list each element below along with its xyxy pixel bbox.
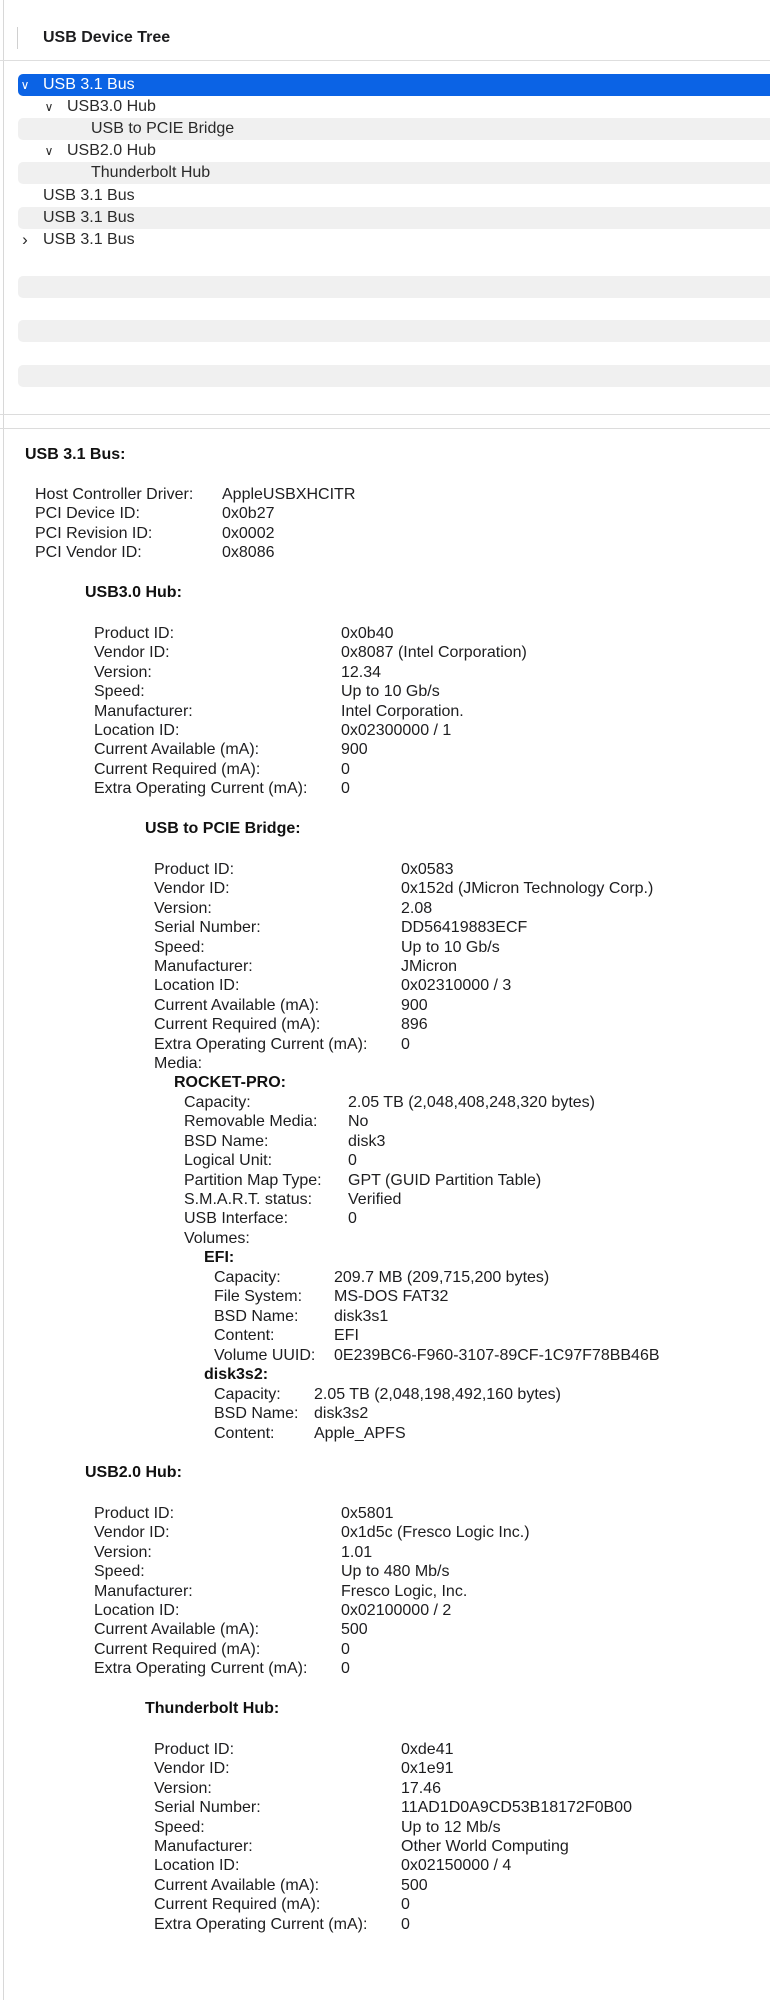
window-left-border <box>3 0 4 2000</box>
bus-key: PCI Device ID: <box>35 505 140 523</box>
thunderbolt-hub-value: 17.46 <box>401 1779 442 1797</box>
disk3s2-volume-key: Content: <box>214 1424 275 1442</box>
volumes-label: Volumes: <box>184 1230 250 1247</box>
disk3s2-volume-value: Apple_APFS <box>314 1424 406 1442</box>
usb20-hub-value: 0x1d5c (Fresco Logic Inc.) <box>341 1524 530 1542</box>
usb30-hub-title: USB3.0 Hub: <box>85 584 182 601</box>
tree-row-usb31-bus-2[interactable] <box>18 185 770 207</box>
tree-row-label: USB 3.1 Bus <box>43 231 135 248</box>
usb20-hub-key: Speed: <box>94 1563 145 1581</box>
usb20-hub-key: Current Available (mA): <box>94 1621 260 1639</box>
thunderbolt-hub-key: Extra Operating Current (mA): <box>154 1915 368 1933</box>
pcie-bridge-key: Version: <box>154 899 212 917</box>
tree-row-label: USB to PCIE Bridge <box>91 120 235 137</box>
pcie-bridge-key: Vendor ID: <box>154 880 230 898</box>
rocket-pro-value: 0 <box>348 1152 357 1170</box>
bus-value: 0x0b27 <box>222 505 275 523</box>
usb30-hub-value: Up to 10 Gb/s <box>341 683 440 701</box>
thunderbolt-hub-value: 11AD1D0A9CD53B18172F0B00 <box>401 1799 632 1817</box>
usb30-hub-value: 900 <box>341 741 368 759</box>
thunderbolt-hub-key: Vendor ID: <box>154 1760 230 1778</box>
rocket-pro-value: 0 <box>348 1210 357 1228</box>
pcie-bridge-key: Serial Number: <box>154 919 261 937</box>
usb30-hub-value: 0 <box>341 780 350 798</box>
disk3s2-volume-key: BSD Name: <box>214 1405 299 1423</box>
efi-volume-value: MS-DOS FAT32 <box>334 1288 449 1306</box>
empty-tree-row <box>18 276 770 298</box>
efi-volume-key: Volume UUID: <box>214 1346 316 1364</box>
chevron-right-icon[interactable]: › <box>22 230 28 249</box>
efi-volume-key: Capacity: <box>214 1269 281 1286</box>
thunderbolt-hub-value: 0x02150000 / 4 <box>401 1857 512 1875</box>
empty-tree-row <box>18 320 770 342</box>
tree-row-label: USB 3.1 Bus <box>43 76 135 93</box>
efi-volume-title: EFI: <box>204 1249 235 1266</box>
thunderbolt-hub-value: 0 <box>401 1896 410 1914</box>
usb20-hub-key: Current Required (mA): <box>94 1640 261 1658</box>
rocket-pro-value: GPT (GUID Partition Table) <box>348 1171 542 1189</box>
tree-row-usb30-hub[interactable] <box>18 96 770 118</box>
usb30-hub-key: Extra Operating Current (mA): <box>94 780 308 798</box>
usb30-hub-value: 12.34 <box>341 663 382 681</box>
rocket-pro-key: BSD Name: <box>184 1132 269 1150</box>
pcie-bridge-value: Up to 10 Gb/s <box>401 938 500 956</box>
usb30-hub-key: Speed: <box>94 683 145 701</box>
usb30-hub-key: Location ID: <box>94 722 180 739</box>
tree-row-usb20-hub[interactable] <box>18 140 770 162</box>
usb30-hub-key: Current Available (mA): <box>94 741 260 759</box>
tree-row-label: USB2.0 Hub <box>67 142 156 159</box>
pcie-bridge-key: Extra Operating Current (mA): <box>154 1035 368 1053</box>
bus-title: USB 3.1 Bus: <box>25 446 126 463</box>
tree-row-label: USB 3.1 Bus <box>43 187 135 204</box>
pcie-bridge-value: 0 <box>401 1035 410 1053</box>
usb30-hub-key: Manufacturer: <box>94 702 193 720</box>
bus-value: 0x0002 <box>222 524 275 542</box>
tree-row-usb31-bus-4[interactable] <box>18 229 770 251</box>
chevron-down-icon[interactable]: ∨ <box>20 78 30 92</box>
disk3s2-volume-value: 2.05 TB (2,048,198,492,160 bytes) <box>314 1386 561 1403</box>
rocket-pro-key: Capacity: <box>184 1094 251 1111</box>
pcie-bridge-value: 896 <box>401 1016 428 1034</box>
thunderbolt-hub-key: Product ID: <box>154 1741 235 1758</box>
thunderbolt-hub-value: 0xde41 <box>401 1741 454 1758</box>
thunderbolt-hub-key: Current Required (mA): <box>154 1896 321 1914</box>
usb20-hub-key: Manufacturer: <box>94 1582 193 1600</box>
efi-volume-key: Content: <box>214 1327 275 1345</box>
thunderbolt-hub-value: 500 <box>401 1876 428 1894</box>
pcie-bridge-value: 0x152d (JMicron Technology Corp.) <box>401 880 654 898</box>
usb30-hub-value: Intel Corporation. <box>341 702 464 720</box>
tree-row-label: USB3.0 Hub <box>67 98 156 115</box>
usb20-hub-key: Location ID: <box>94 1602 180 1619</box>
rocket-pro-value: No <box>348 1113 369 1131</box>
rocket-pro-value: 2.05 TB (2,048,408,248,320 bytes) <box>348 1094 595 1111</box>
pcie-bridge-value: 0x0583 <box>401 861 454 878</box>
tree-row-usb31-bus-3[interactable] <box>18 207 770 229</box>
thunderbolt-hub-key: Serial Number: <box>154 1799 261 1817</box>
thunderbolt-hub-value: 0x1e91 <box>401 1760 454 1778</box>
tree-row-label: USB 3.1 Bus <box>43 209 135 226</box>
rocket-pro-value: disk3 <box>348 1132 386 1150</box>
usb20-hub-value: 500 <box>341 1621 368 1639</box>
bus-value: 0x8086 <box>222 544 275 562</box>
pcie-bridge-key: Speed: <box>154 938 205 956</box>
pcie-bridge-value: DD56419883ECF <box>401 919 528 937</box>
pcie-bridge-value: 2.08 <box>401 899 433 917</box>
disk3s2-volume-key: Capacity: <box>214 1386 281 1403</box>
efi-volume-value: 209.7 MB (209,715,200 bytes) <box>334 1269 550 1286</box>
rocket-pro-key: Partition Map Type: <box>184 1171 322 1189</box>
bus-key: PCI Revision ID: <box>35 524 153 542</box>
usb30-hub-key: Version: <box>94 663 152 681</box>
pane-divider-inner <box>0 428 770 429</box>
usb30-hub-key: Vendor ID: <box>94 644 170 662</box>
thunderbolt-hub-value: 0 <box>401 1915 410 1933</box>
pcie-bridge-key: Current Available (mA): <box>154 996 320 1014</box>
usb20-hub-value: 0x5801 <box>341 1505 394 1522</box>
thunderbolt-hub-value: Up to 12 Mb/s <box>401 1818 501 1836</box>
tree-row-usb31-bus[interactable] <box>18 74 770 96</box>
thunderbolt-hub-key: Speed: <box>154 1818 205 1836</box>
pcie-bridge-value: 900 <box>401 996 428 1014</box>
pcie-bridge-value: JMicron <box>401 958 458 975</box>
usb20-hub-key: Product ID: <box>94 1505 175 1522</box>
pcie-bridge-title: USB to PCIE Bridge: <box>145 820 301 837</box>
efi-volume-value: EFI <box>334 1327 359 1345</box>
usb20-hub-value: 0 <box>341 1640 350 1658</box>
thunderbolt-hub-key: Location ID: <box>154 1857 240 1875</box>
tree-row-usb-pcie-bridge[interactable] <box>18 118 770 140</box>
pcie-bridge-value: 0x02310000 / 3 <box>401 977 512 995</box>
bus-value: AppleUSBXHCITR <box>222 486 356 503</box>
empty-tree-row <box>18 365 770 387</box>
usb20-hub-value: Up to 480 Mb/s <box>341 1563 450 1581</box>
chevron-down-icon[interactable]: ∨ <box>44 144 54 158</box>
thunderbolt-hub-key: Manufacturer: <box>154 1838 253 1855</box>
usb30-hub-key: Current Required (mA): <box>94 760 261 778</box>
usb30-hub-value: 0x02300000 / 1 <box>341 722 452 739</box>
usb30-hub-value: 0 <box>341 760 350 778</box>
usb30-hub-value: 0x8087 (Intel Corporation) <box>341 644 527 662</box>
rocket-pro-title: ROCKET-PRO: <box>174 1074 286 1091</box>
tree-title: USB Device Tree <box>43 29 171 46</box>
disk3s2-volume-value: disk3s2 <box>314 1405 369 1423</box>
tree-header <box>0 0 770 61</box>
pcie-bridge-key: Manufacturer: <box>154 958 253 975</box>
efi-volume-key: BSD Name: <box>214 1307 299 1325</box>
media-label: Media: <box>154 1055 203 1072</box>
bus-key: PCI Vendor ID: <box>35 544 142 562</box>
rocket-pro-key: Removable Media: <box>184 1113 318 1131</box>
pcie-bridge-key: Location ID: <box>154 977 240 995</box>
efi-volume-key: File System: <box>214 1288 303 1306</box>
rocket-pro-key: S.M.A.R.T. status: <box>184 1191 313 1208</box>
usb20-hub-key: Extra Operating Current (mA): <box>94 1660 308 1678</box>
pcie-bridge-key: Product ID: <box>154 861 235 878</box>
tree-row-thunderbolt-hub[interactable] <box>18 162 770 184</box>
usb20-hub-title: USB2.0 Hub: <box>85 1464 182 1481</box>
usb20-hub-value: 1.01 <box>341 1543 373 1561</box>
usb20-hub-value: 0 <box>341 1660 350 1678</box>
pcie-bridge-key: Current Required (mA): <box>154 1016 321 1034</box>
usb20-hub-value: 0x02100000 / 2 <box>341 1602 452 1619</box>
disk3s2-volume-title: disk3s2: <box>204 1366 269 1383</box>
thunderbolt-hub-key: Current Available (mA): <box>154 1876 320 1894</box>
rocket-pro-key: Logical Unit: <box>184 1152 273 1170</box>
column-divider <box>17 27 18 49</box>
thunderbolt-hub-key: Version: <box>154 1779 212 1797</box>
rocket-pro-key: USB Interface: <box>184 1210 289 1228</box>
usb30-hub-value: 0x0b40 <box>341 625 394 642</box>
pane-divider[interactable] <box>0 414 770 415</box>
thunderbolt-hub-value: Other World Computing <box>401 1838 569 1855</box>
thunderbolt-hub-title: Thunderbolt Hub: <box>145 1700 280 1717</box>
chevron-down-icon[interactable]: ∨ <box>44 100 54 114</box>
usb20-hub-key: Vendor ID: <box>94 1524 170 1542</box>
bus-key: Host Controller Driver: <box>35 486 194 503</box>
usb30-hub-key: Product ID: <box>94 625 175 642</box>
usb20-hub-value: Fresco Logic, Inc. <box>341 1582 468 1600</box>
tree-row-label: Thunderbolt Hub <box>91 164 211 181</box>
rocket-pro-value: Verified <box>348 1191 402 1208</box>
usb20-hub-key: Version: <box>94 1543 152 1561</box>
efi-volume-value: 0E239BC6-F960-3107-89CF-1C97F78BB46B <box>334 1346 660 1364</box>
efi-volume-value: disk3s1 <box>334 1307 389 1325</box>
